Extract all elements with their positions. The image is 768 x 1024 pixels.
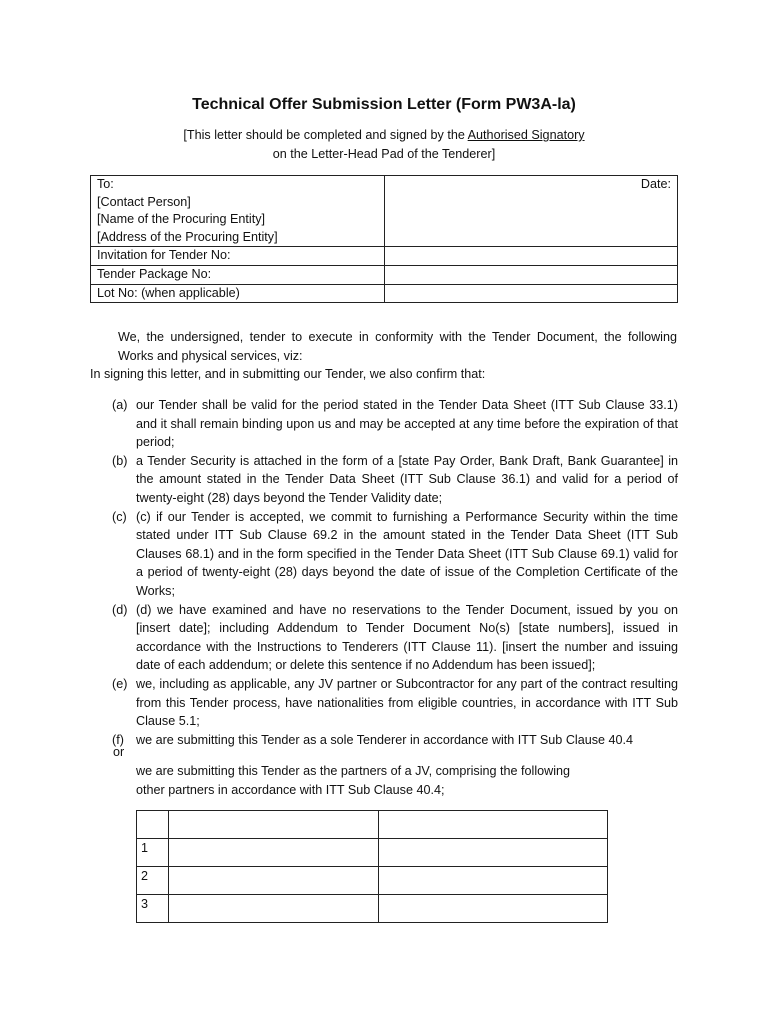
item-label: (e) xyxy=(112,676,128,691)
confirmation-intro: In signing this letter, and in submitting our Tender, we also confirm that: xyxy=(90,367,486,381)
jv-line-2: other partners in accordance with ITT Sub Clause 40.4; xyxy=(136,782,445,797)
list-item xyxy=(112,675,678,731)
table-row xyxy=(137,811,608,839)
instruction-note xyxy=(0,126,768,164)
partner-name-cell xyxy=(169,839,379,867)
item-text: (d) we have examined and have no reservations to the Tender Document, issued by you on [insert date]; including Addendum to Tender Document No(s) [state numbers], issued in accordance with the Instructions to Tenderers (ITT Clause 11). [insert the number and issuing date of each addendum; or delete this sentence if no Addendum has been issued]; xyxy=(136,602,678,673)
lot-label: Lot No: (when applicable) xyxy=(91,284,385,303)
date-cell xyxy=(385,176,678,247)
partner-detail-cell xyxy=(379,867,608,895)
item-label: (a) xyxy=(112,398,128,412)
partner-detail-cell xyxy=(379,839,608,867)
partner-detail-cell xyxy=(379,895,608,923)
document-title: Technical Offer Submission Letter (Form PW3A-la) xyxy=(192,96,576,113)
item-label: (b) xyxy=(112,453,128,468)
instruction-line-1 xyxy=(0,126,768,145)
item-label: (f) xyxy=(112,732,124,747)
recipient-cell xyxy=(91,176,385,247)
instruction-prefix: [This letter should be completed and signed by the xyxy=(183,128,468,142)
table-row xyxy=(137,895,608,923)
address-table xyxy=(90,175,678,303)
package-label: Tender Package No: xyxy=(91,265,385,284)
list-item xyxy=(112,731,678,750)
row-number: 2 xyxy=(137,867,169,895)
item-text: we are submitting this Tender as a sole Tenderer in accordance with ITT Sub Clause 40.4 xyxy=(136,732,634,747)
date-label: Date: xyxy=(640,177,671,191)
list-item xyxy=(112,396,678,452)
list-item xyxy=(112,601,678,675)
partner-name-cell xyxy=(169,867,379,895)
jv-partners-table xyxy=(136,810,608,923)
item-text: we, including as applicable, any JV partner or Subcontractor for any part of the contract resulting from this Tender process, have nationalities from eligible countries, in accordance with ITT Sub Clause 5.1; xyxy=(136,676,678,729)
table-row xyxy=(137,839,608,867)
package-row xyxy=(91,265,678,284)
item-text: (c) if our Tender is accepted, we commit to furnishing a Performance Security within the time stated under ITT Sub Clause 69.2 in the amount stated in the Tender Data Sheet (ITT Sub Clauses 68.1) and in the form specified in the Tender Data Sheet (ITT Sub Clause 69.1) valid for a period of twenty-eight (28) days beyond the date of issue of the Completion Certificate of the Works; xyxy=(136,509,678,598)
invitation-label: Invitation for Tender No: xyxy=(91,247,385,266)
package-value xyxy=(385,265,678,284)
jv-line-1: we are submitting this Tender as the partners of a JV, comprising the following xyxy=(136,764,571,778)
to-label: To: xyxy=(97,177,114,191)
instruction-line-2: on the Letter-Head Pad of the Tenderer] xyxy=(272,147,496,161)
partner-detail-cell xyxy=(379,811,608,839)
address-row xyxy=(91,176,678,247)
contact-person-field: [Contact Person] xyxy=(97,194,191,209)
lot-row xyxy=(91,284,678,303)
invitation-row xyxy=(91,247,678,266)
confirmation-list xyxy=(112,396,678,749)
table-row xyxy=(137,867,608,895)
item-text: our Tender shall be valid for the period stated in the Tender Data Sheet (ITT Sub Clause 33.1) and it shall remain binding upon us and may be accepted at any time before the expiration of that period; xyxy=(136,398,678,450)
list-item xyxy=(112,452,678,508)
entity-address-field: [Address of the Procuring Entity] xyxy=(97,229,278,244)
partner-name-cell xyxy=(169,895,379,923)
partner-name-cell xyxy=(169,811,379,839)
invitation-value xyxy=(385,247,678,266)
item-text: a Tender Security is attached in the form of a [state Pay Order, Bank Draft, Bank Guarantee] in the amount stated in the Tender Data Sheet (ITT Sub Clause 36.1) and valid for a period of twenty-eight (28) days beyond the Tender Validity date; xyxy=(136,453,678,505)
row-number: 3 xyxy=(137,895,169,923)
item-label: (c) xyxy=(112,509,127,524)
authorised-signatory-text: Authorised Signatory xyxy=(467,128,585,142)
entity-name-field: [Name of the Procuring Entity] xyxy=(97,212,265,227)
row-number: 1 xyxy=(137,839,169,867)
jv-statement xyxy=(136,762,596,799)
or-separator: or xyxy=(113,745,125,759)
list-item xyxy=(112,508,678,601)
item-label: (d) xyxy=(112,602,128,617)
row-number xyxy=(137,811,169,839)
lot-value xyxy=(385,284,678,303)
intro-paragraph: We, the undersigned, tender to execute in conformity with the Tender Document, the following Works and physical services, viz: xyxy=(118,330,677,363)
